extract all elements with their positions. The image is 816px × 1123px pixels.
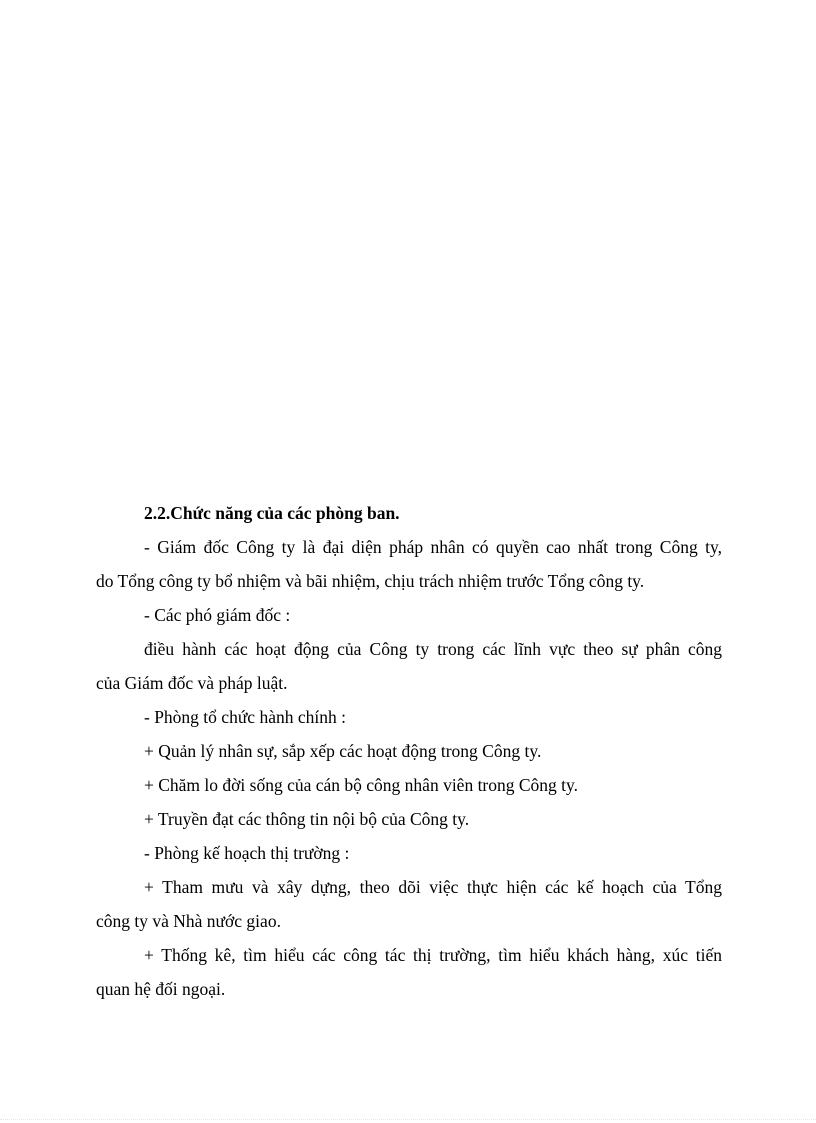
paragraph-line: - Giám đốc Công ty là đại diện pháp nhân có quyền cao nhất trong Công ty, bbox=[144, 537, 722, 557]
document-body bbox=[96, 496, 722, 1006]
paragraph-line: - Các phó giám đốc : bbox=[144, 605, 291, 625]
list-item-continuation: công ty và Nhà nước giao. bbox=[96, 911, 281, 931]
list-item-continuation: quan hệ đối ngoại. bbox=[96, 979, 226, 999]
section-heading: 2.2.Chức năng của các phòng ban. bbox=[144, 503, 400, 523]
paragraph-line: điều hành các hoạt động của Công ty trong các lĩnh vực theo sự phân công bbox=[144, 639, 722, 659]
paragraph-line: - Phòng tổ chức hành chính : bbox=[144, 707, 346, 727]
paragraph-line: của Giám đốc và pháp luật. bbox=[96, 673, 288, 693]
list-item: + Truyền đạt các thông tin nội bộ của Công ty. bbox=[144, 809, 470, 829]
list-item: + Chăm lo đời sống của cán bộ công nhân viên trong Công ty. bbox=[144, 775, 579, 795]
paragraph-line: - Phòng kế hoạch thị trường : bbox=[144, 843, 350, 863]
paragraph-line: do Tổng công ty bổ nhiệm và bãi nhiệm, chịu trách nhiệm trước Tổng công ty. bbox=[96, 571, 645, 591]
page-bottom-divider bbox=[0, 1119, 816, 1120]
list-item: + Thống kê, tìm hiểu các công tác thị trường, tìm hiểu khách hàng, xúc tiến bbox=[144, 945, 722, 965]
list-item: + Tham mưu và xây dựng, theo dõi việc thực hiện các kế hoạch của Tổng bbox=[144, 877, 722, 897]
list-item: + Quản lý nhân sự, sắp xếp các hoạt động trong Công ty. bbox=[144, 741, 542, 761]
